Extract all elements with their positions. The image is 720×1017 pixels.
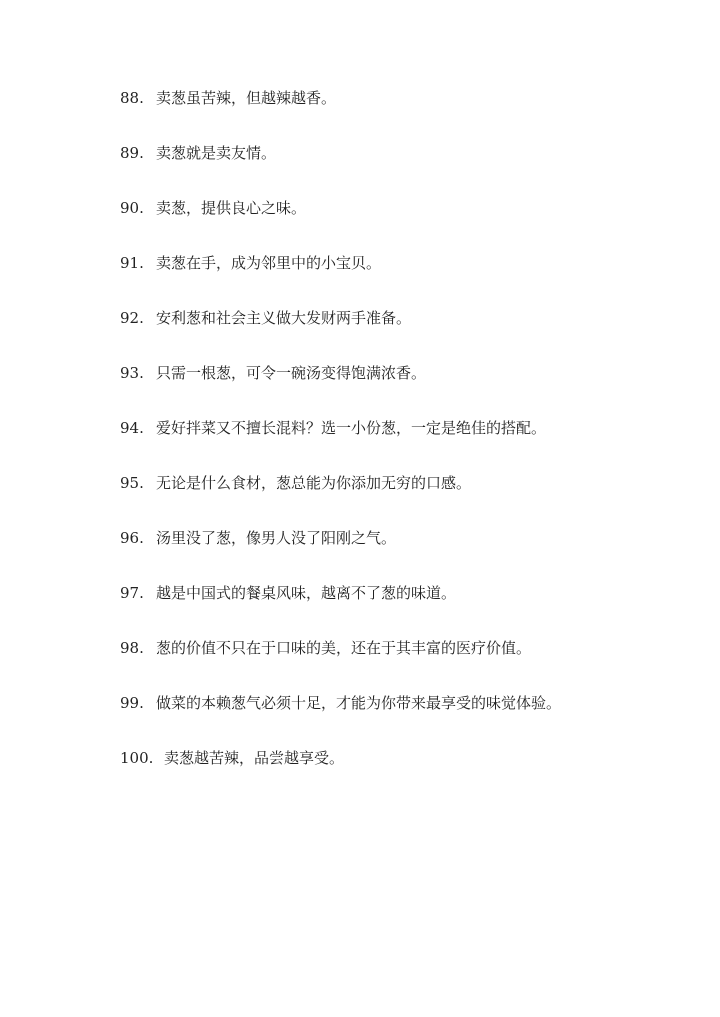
numbered-list [120, 86, 700, 801]
item-text: 卖葱虽苦辣，但越辣越香。 [156, 89, 337, 107]
item-number: 90. [120, 199, 144, 217]
list-item [120, 526, 700, 581]
item-number: 95. [120, 474, 144, 492]
item-number: 97. [120, 584, 144, 602]
list-item [120, 361, 700, 416]
item-text: 爱好拌菜又不擅长混料？选一小份葱，一定是绝佳的搭配。 [156, 419, 547, 437]
list-item [120, 196, 700, 251]
list-item [120, 141, 700, 196]
list-item [120, 251, 700, 306]
item-number: 91. [120, 254, 144, 272]
item-number: 88. [120, 89, 144, 107]
item-number: 89. [120, 144, 144, 162]
item-number: 98. [120, 639, 144, 657]
item-text: 葱的价值不只在于口味的美，还在于其丰富的医疗价值。 [156, 639, 532, 657]
item-number: 94. [120, 419, 144, 437]
list-item [120, 416, 700, 471]
item-text: 越是中国式的餐桌风味，越离不了葱的味道。 [156, 584, 457, 602]
item-text: 无论是什么食材，葱总能为你添加无穷的口感。 [156, 474, 472, 492]
item-text: 做菜的本赖葱气必须十足，才能为你带来最享受的味觉体验。 [156, 694, 562, 712]
list-item [120, 86, 700, 141]
list-item [120, 471, 700, 526]
item-text: 卖葱在手，成为邻里中的小宝贝。 [156, 254, 382, 272]
item-number: 93. [120, 364, 144, 382]
item-number: 92. [120, 309, 144, 327]
item-number: 100. [120, 749, 154, 767]
list-item [120, 636, 700, 691]
item-text: 汤里没了葱，像男人没了阳刚之气。 [156, 529, 397, 547]
item-text: 卖葱，提供良心之味。 [156, 199, 307, 217]
item-text: 卖葱越苦辣，品尝越享受。 [164, 749, 345, 767]
item-text: 安利葱和社会主义做大发财两手准备。 [156, 309, 412, 327]
item-text: 卖葱就是卖友情。 [156, 144, 277, 162]
list-item [120, 746, 700, 801]
list-item [120, 691, 700, 746]
list-item [120, 306, 700, 361]
item-number: 96. [120, 529, 144, 547]
item-text: 只需一根葱，可令一碗汤变得饱满浓香。 [156, 364, 427, 382]
list-item [120, 581, 700, 636]
item-number: 99. [120, 694, 144, 712]
